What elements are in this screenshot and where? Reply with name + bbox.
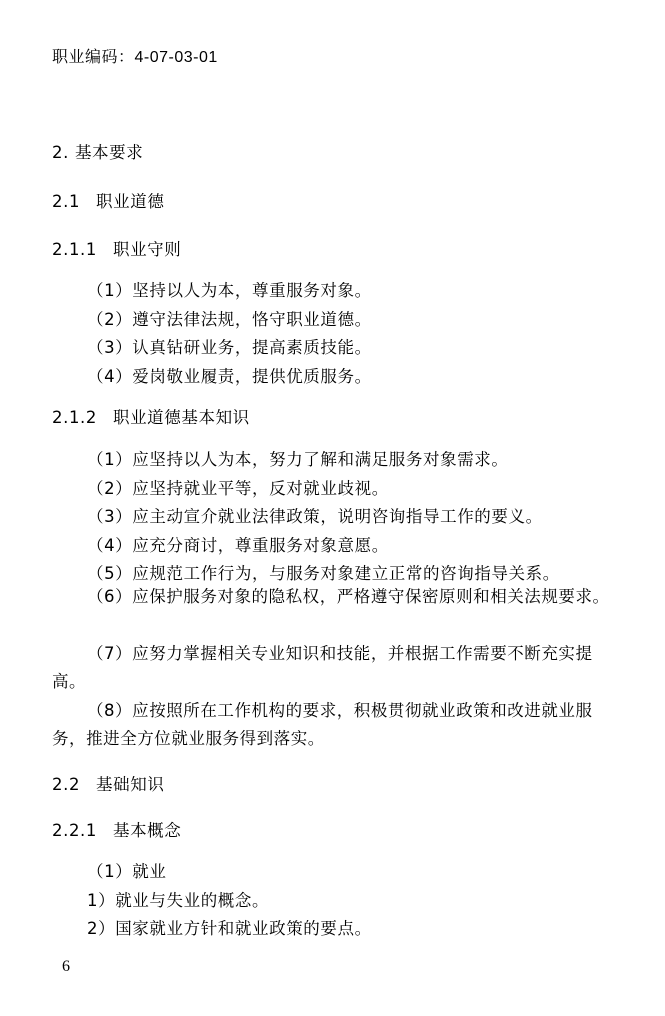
heading-2-1-2 — [52, 404, 250, 428]
list-item: （4）爱岗敬业履责，提供优质服务。 — [87, 367, 372, 386]
list-item-wrapped: （7）应努力掌握相关专业知识和技能，并根据工作需要不断充实提高。 — [52, 644, 593, 691]
list-item-wrapped: （6）应保护服务对象的隐私权，严格遵守保密原则和相关法规要求。 — [87, 587, 610, 606]
list-item-wrapped: （8）应按照所在工作机构的要求，积极贯彻就业政策和改进就业服务，推进全方位就业服务得到落实。 — [52, 701, 593, 748]
heading-2 — [52, 139, 143, 163]
heading-number: 2.1.1 — [52, 240, 97, 259]
list-item: （4）应充分商讨，尊重服务对象意愿。 — [87, 536, 389, 555]
heading-number: 2.2.1 — [52, 821, 97, 840]
list-item: 1）就业与失业的概念。 — [87, 891, 270, 910]
heading-title: 职业守则 — [112, 240, 182, 259]
heading-number: 2. — [52, 143, 69, 162]
list-item: （2）应坚持就业平等，反对就业歧视。 — [87, 479, 389, 498]
heading-number: 2.1 — [52, 192, 81, 211]
list-item: 2）国家就业方针和就业政策的要点。 — [87, 919, 372, 938]
heading-title: 基本要求 — [74, 143, 144, 162]
heading-number: 2.1.2 — [52, 408, 97, 427]
heading-title: 基础知识 — [96, 775, 165, 794]
heading-2-2 — [52, 771, 164, 795]
list-item: （1）应坚持以人为本，努力了解和满足服务对象需求。 — [87, 450, 509, 469]
heading-title: 职业道德基本知识 — [112, 408, 250, 427]
heading-title: 职业道德 — [96, 192, 165, 211]
list-item: （1）就业 — [87, 862, 167, 881]
list-item: （3）应主动宣介就业法律政策，说明咨询指导工作的要义。 — [87, 507, 543, 526]
list-item: （2）遵守法律法规，恪守职业道德。 — [87, 310, 372, 329]
heading-number: 2.2 — [52, 775, 81, 794]
list-item: （1）坚持以人为本，尊重服务对象。 — [87, 281, 372, 300]
list-item: （3）认真钻研业务，提高素质技能。 — [87, 338, 372, 357]
occupation-code: 职业编码：4-07-03-01 — [52, 49, 218, 66]
list-item: （5）应规范工作行为，与服务对象建立正常的咨询指导关系。 — [87, 564, 560, 583]
heading-2-1 — [52, 188, 164, 212]
heading-title: 基本概念 — [112, 821, 182, 840]
heading-2-1-1 — [52, 236, 181, 260]
heading-2-2-1 — [52, 817, 181, 841]
page-number: 6 — [62, 958, 70, 975]
